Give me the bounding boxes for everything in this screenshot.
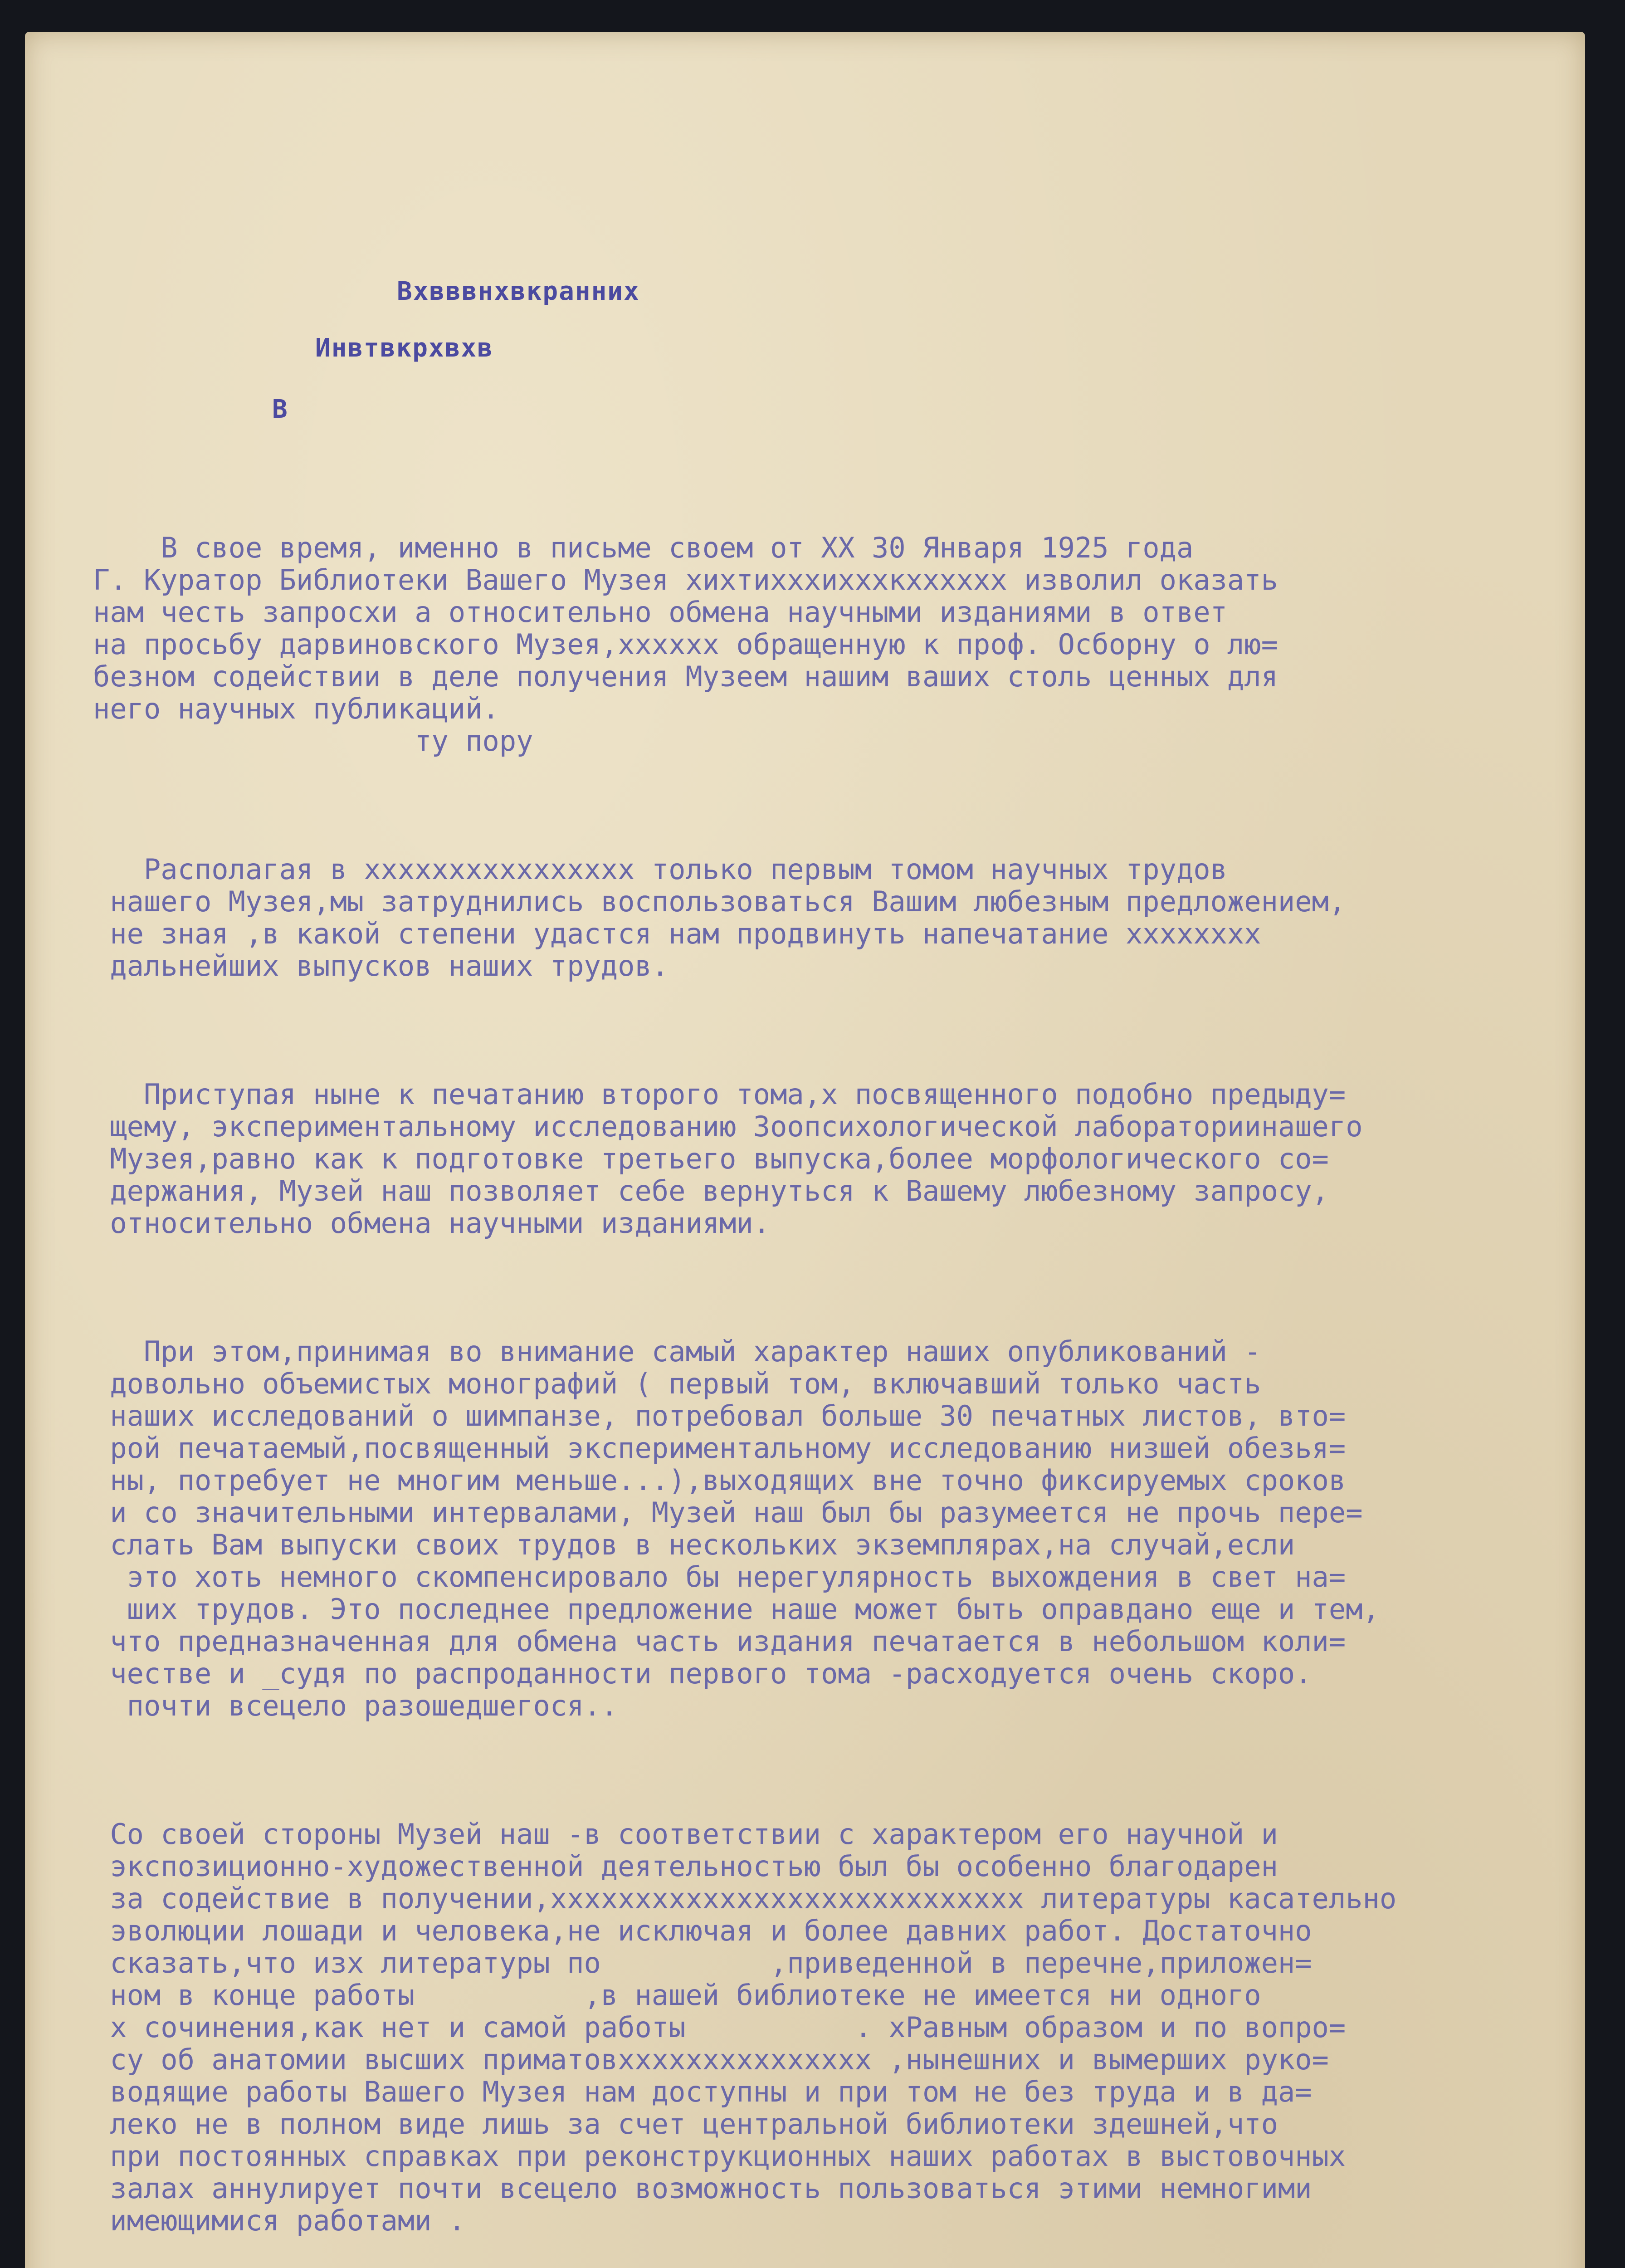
paragraph-2: Располагая в хххххххххххххххх только первым томом научных трудов нашего Музея,мы затруднились воспользоваться Вашим любезным предложением, не зная ,в какой степени удастся нам продвинуть напечатание хххххххх дальнейших выпусков наших трудов. [110, 853, 1346, 982]
paragraph-3: Приступая ныне к печатанию второго тома,х посвященного подобно предыду= щему, экспериментальному исследованию Зоопсихологической лабораториинашего Музея,равно как к подготовке третьего выпуска,более морфологического со= держания, Музей наш позволяет себе вернуться к Вашему любезному запросу, относительно обмена научными изданиями. [110, 1078, 1363, 1240]
paragraph-1: В свое время, именно в письме своем от ХХ 30 Января 1925 года Г. Куратор Библиотеки Вашего Музея хихтихххихххкхххххх изволил оказать нам честь запросхи а относительно обмена научными изданиями в ответ на просьбу дарвиновского Музея,хххххх обращенную к проф. Осборну о лю= безном содействии в деле получения Музеем нашим ваших столь ценных для него научных публикаций. ту пору [93, 531, 1278, 758]
letter-page [25, 32, 1585, 2268]
struck-subheading: Инвтвкрхвхв [315, 333, 493, 363]
struck-heading: Вхвввнхвкранних [397, 277, 640, 306]
letter-body [93, 467, 1590, 2268]
paragraph-5: Со своей стороны Музей наш -в соответствии с характером его научной и экспозиционно-художественной деятельностью был бы особенно благодарен за содействие в получении,хххххххххххххххххххххххххххх литературы касательно эволюции лошади и человека,не исключая и более давних работ. Достаточно сказать,что изх литературы по ,приведенной в перечне,приложен= ном в конце работы ,в нашей библиотеке не имеется ни одного х сочинения,как нет и самой работы . хРавным образом и по вопро= су об анатомии высших приматовххххххххххххххх ,нынешних и вымерших руко= водящие работы Вашего Музея нам доступны и при том не без труда и в да= леко не в полном виде лишь за счет центральной библиотеки здешней,что при постоянных справках при реконструкционных наших работах в выстовочных залах аннулирует почти всецело возможность пользоваться этими немногими имеющимися работами . [110, 1818, 1397, 2237]
paragraph-4: При этом,принимая во внимание самый характер наших опубликований - довольно объемистых монографий ( первый том, включавший только часть наших исследований о шимпанзе, потребовал больше 30 печатных листов, вто= рой печатаемый,посвященный экспериментальному исследованию низшей обезья= ны, потребует не многим меньше...),выходящих вне точно фиксируемых сроков и со значительными интервалами, Музей наш был бы разумеется не прочь пере= слать Вам выпуски своих трудов в нескольких экземплярах,на случай,если это хоть немного скомпенсировало бы нерегулярность выхождения в свет на= ших трудов. Это последнее предложение наше может быть оправдано еще и тем, что предназначенная для обмена часть издания печатается в небольшом коли= честве и _судя по распроданности первого тома -расходуется очень скоро. почти всецело разошедшегося.. [110, 1335, 1380, 1722]
struck-initial: В [272, 395, 288, 424]
